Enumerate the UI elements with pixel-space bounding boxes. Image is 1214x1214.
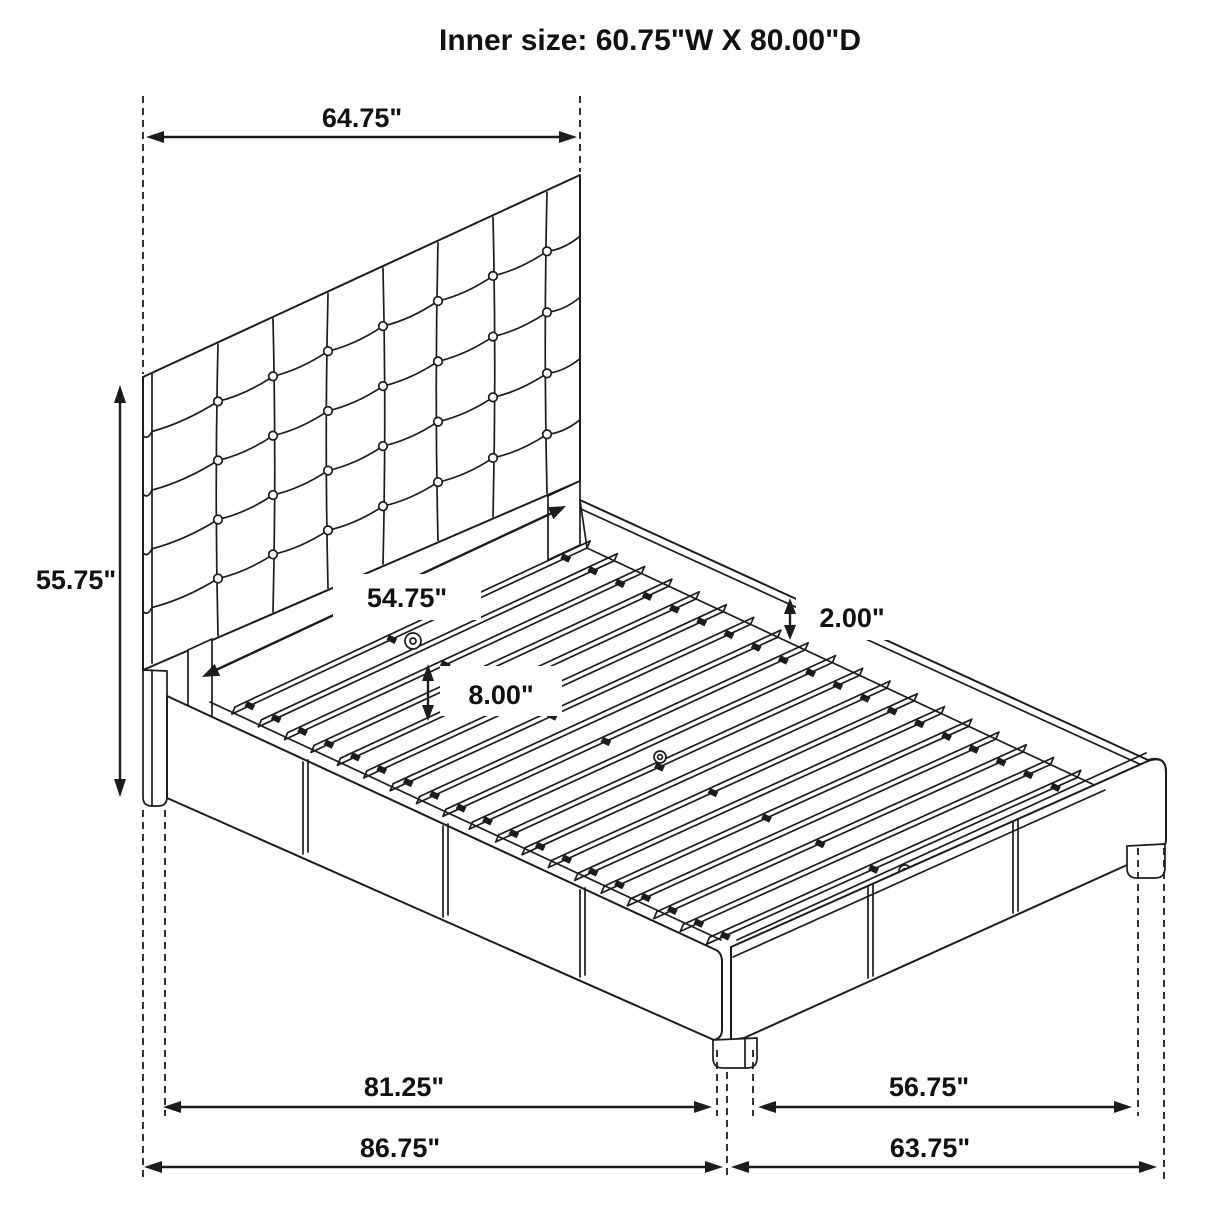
tufting-button xyxy=(434,297,443,306)
tufting-button xyxy=(489,454,498,463)
tufting-button xyxy=(214,515,223,524)
slat xyxy=(604,719,972,886)
arrowhead-icon xyxy=(422,664,434,681)
arrowhead-icon xyxy=(559,131,577,143)
arrowhead-icon xyxy=(1139,1161,1157,1173)
tufting-button xyxy=(434,478,443,487)
dim-label-slat-clearance: 2.00" xyxy=(819,603,885,633)
tufting-button xyxy=(269,372,278,381)
tufting-button xyxy=(214,397,223,406)
tufting-button xyxy=(489,272,498,281)
arrowhead-icon xyxy=(422,705,434,721)
dim-label-base-height: 8.00" xyxy=(468,680,534,710)
dim-label-overall-width: 63.75" xyxy=(889,1133,971,1163)
slat xyxy=(417,637,778,803)
front-corner-leg xyxy=(713,1038,757,1068)
arrowhead-icon xyxy=(731,1161,749,1173)
tufting-button xyxy=(434,357,443,366)
arrowhead-icon xyxy=(758,1101,776,1113)
arrowhead-icon xyxy=(146,131,164,143)
tufting-button xyxy=(269,491,278,500)
footboard xyxy=(731,753,1166,1040)
tufting-button xyxy=(543,247,552,256)
screw-icon xyxy=(654,751,666,763)
tufting-button xyxy=(324,526,333,535)
headboard-front-leg xyxy=(188,639,212,716)
arrowhead-icon xyxy=(705,1161,723,1173)
tufting-button xyxy=(489,332,498,341)
slat xyxy=(551,694,917,861)
tufting-button xyxy=(543,430,552,439)
dim-label-side-rail-length: 81.25" xyxy=(363,1072,445,1102)
tufting-button xyxy=(379,322,388,331)
slat xyxy=(575,714,942,881)
arrowhead-icon xyxy=(144,1161,162,1173)
near-rail-face xyxy=(167,696,722,1040)
slat xyxy=(548,701,914,868)
footboard-leg xyxy=(1127,844,1165,878)
slat xyxy=(578,707,945,874)
tufting-button xyxy=(543,308,552,317)
far-side-rail xyxy=(580,500,1166,792)
tufting-button xyxy=(269,550,278,559)
dim-label-overall-length: 86.75" xyxy=(359,1133,441,1163)
tufting-button xyxy=(434,417,443,426)
footboard-face xyxy=(731,759,1166,1040)
tufting-button xyxy=(214,574,223,583)
dim-label-headboard-height: 55.75" xyxy=(35,565,117,595)
arrowhead-icon xyxy=(1114,1101,1132,1113)
tufting-button xyxy=(379,442,388,451)
arrowhead-icon xyxy=(114,779,126,797)
tufting-button xyxy=(324,407,333,416)
tufting-button xyxy=(379,382,388,391)
arrowhead-icon xyxy=(694,1101,712,1113)
tufting-button xyxy=(379,502,388,511)
tufting-button xyxy=(214,456,223,465)
tufting-button xyxy=(269,431,278,440)
inner-size-title: Inner size: 60.75"W X 80.00"D xyxy=(439,24,861,57)
tufting-button xyxy=(324,347,333,356)
dim-label-footboard-inner-width: 56.75" xyxy=(888,1072,970,1102)
slat xyxy=(522,688,887,855)
tufting-button xyxy=(543,369,552,378)
tufting-button xyxy=(489,393,498,402)
dim-label-headboard-inner-width: 54.75" xyxy=(366,583,448,613)
screw-icon xyxy=(405,633,421,649)
arrowhead-icon xyxy=(114,385,126,403)
slat xyxy=(525,681,890,848)
headboard-left-leg xyxy=(143,670,167,806)
tufting-button xyxy=(324,466,333,475)
dim-label-headboard-width: 64.75" xyxy=(321,103,403,133)
